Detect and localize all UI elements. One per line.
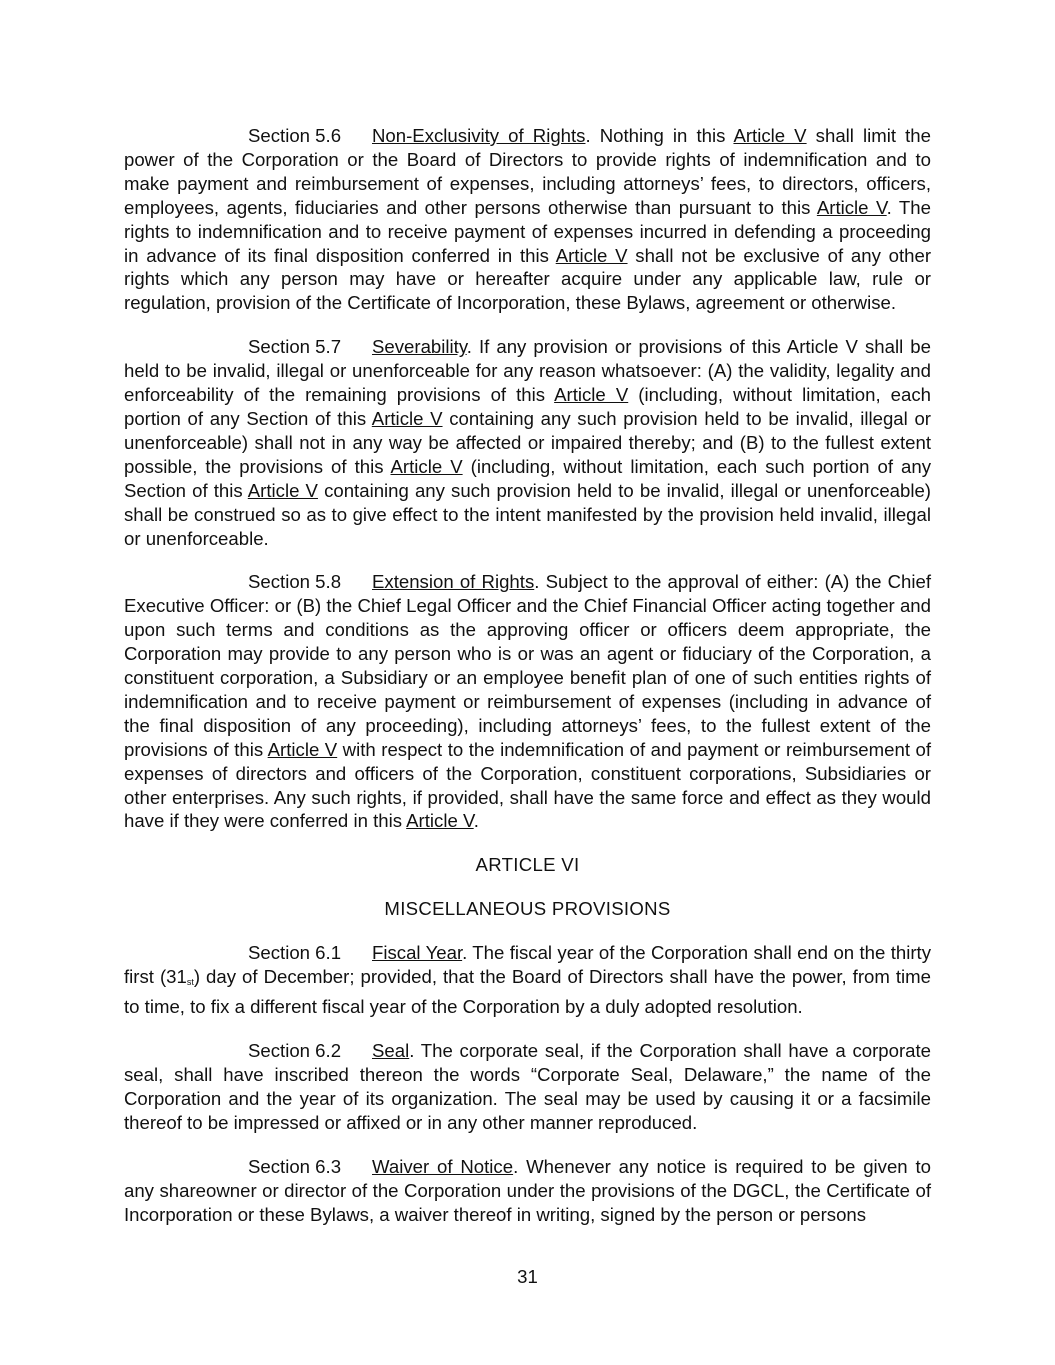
section-number: Section 6.3 (248, 1155, 342, 1177)
section-5-8-paragraph: Section 5.8 Extension of Rights. Subject to the approval of either: (A) the Chief Executive Officer: or (B) the Chief Legal Officer and the Chief Financial Officer acting together and upon such terms and conditions as the approving officer or officers deem appropriate, the Corporation may provide to any person who is or was an agent or fiduciary of the Corporation, a constituent corporation, a Subsidiary or an employee benefit plan of one of such entities rights of indemnification and to receive payment or reimbursement of expenses (including in advance of the final disposition of any proceeding), including attorneys’ fees, to the fullest extent of the provisions of this Article V with respect to the indemnification of and payment or reimbursement of expenses of directors and officers of the Corporation, constituent corporations, Subsidiaries or other enterprises. Any such rights, if provided, shall have the same force and effect as they would have if they were conferred in this Article V. (124, 571, 931, 832)
article-reference: Article V (733, 125, 807, 146)
section-number: Section 6.1 (248, 942, 342, 964)
article-reference: Article V (390, 455, 463, 477)
article-reference: Article V (267, 738, 338, 760)
section-number: Section 5.6 (248, 125, 342, 146)
section-caption: Severability (372, 336, 467, 358)
section-5-6-paragraph: Section 5.6 Non-Exclusivity of Rights. Nothing in this Article V shall limit the power of the Corporation or the Board of Directors to provide rights of indemnification and to make payment and reimbursement of expenses, including attorneys’ fees, to directors, officers, employees, agents, fiduciaries and other persons otherwise than pursuant to this Article V. The rights to indemnification and to receive payment of expenses incurred in defending a proceeding in advance of its final disposition conferred in this Article V shall not be exclusive of any other rights which any person may have or hereafter acquire under any applicable law, rule or regulation, provision of the Certificate of Incorporation, these Bylaws, agreement or otherwise. (124, 125, 932, 314)
article-reference: Article V (406, 810, 474, 832)
section-caption: Fiscal Year (372, 942, 463, 964)
section-number: Section 6.2 (248, 1040, 342, 1062)
section-caption: Non-Exclusivity of Rights (372, 125, 586, 146)
page-number: 31 (517, 1266, 538, 1287)
section-caption: Waiver of Notice (372, 1155, 514, 1177)
article-reference: Article V (247, 479, 318, 501)
article-subtitle: MISCELLANEOUS PROVISIONS (384, 898, 671, 920)
section-5-7-paragraph: Section 5.7 Severability. If any provision or provisions of this Article V shall be held to be invalid, illegal or unenforceable for any reason whatsoever: (A) the validity, legality and enforceability of the remaining provisions of this Article V (including, without limitation, each portion of any Section of this Article V containing any such provision held to be invalid, illegal or unenforceable) shall not in any way be affected or impaired thereby; and (B) to the fullest extent possible, the provisions of this Article V (including, without limitation, each such portion of any Section of this Article V containing any such provision held to be invalid, illegal or unenforceable) shall be construed so as to give effect to the intent manifested by the provision held invalid, illegal or unenforceable. (124, 336, 932, 549)
section-caption: Extension of Rights (372, 571, 535, 593)
article-title: ARTICLE VI (475, 854, 580, 876)
article-reference: Article V (554, 384, 629, 406)
section-6-1-paragraph: Section 6.1 Fiscal Year. The fiscal year of the Corporation shall end on the thirty first (31st) day of December; provided, that the Board of Directors shall have the power, from time to time, to fix a different fiscal year of the Corporation by a duly adopted resolution. (124, 942, 931, 1018)
document-body (124, 124, 931, 1246)
article-reference: Article V (816, 196, 887, 218)
section-6-2-paragraph: Section 6.2 Seal. The corporate seal, if the Corporation shall have a corporate seal, shall have inscribed thereon the words “Corporate Seal, Delaware,” the name of the Corporation and the year of its organization. The seal may be used by causing it or a facsimile thereof to be impressed or affixed or in any other manner reproduced. (124, 1040, 931, 1133)
article-reference: Article V (555, 244, 628, 266)
article-reference: Article V (371, 407, 443, 429)
section-6-3-paragraph: Section 6.3 Waiver of Notice. Whenever any notice is required to be given to any shareowner or director of the Corporation under the provisions of the DGCL, the Certificate of Incorporation or these Bylaws, a waiver thereof in writing, signed by the person or persons (124, 1155, 931, 1225)
ordinal-suffix: st (186, 977, 194, 988)
section-number: Section 5.8 (248, 571, 342, 593)
section-number: Section 5.7 (248, 336, 342, 358)
section-caption: Seal (372, 1040, 410, 1062)
